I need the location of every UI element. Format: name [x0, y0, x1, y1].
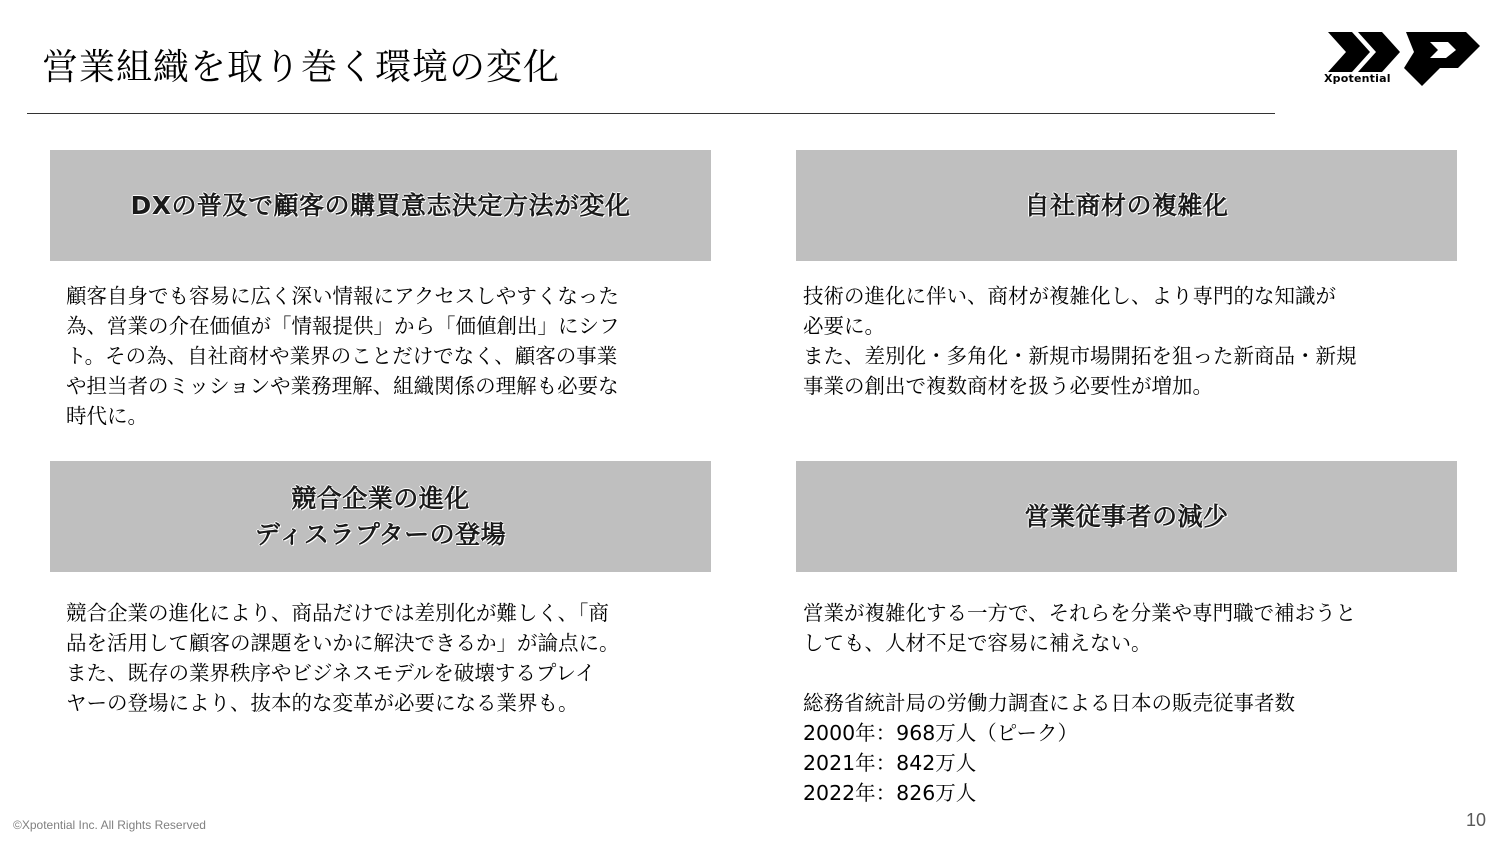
card-body-products: 技術の進化に伴い、商材が複雑化し、より専門的な知識が 必要に。 また、差別化・多角化・新規市場開拓を狙った新商品・新規 事業の創出で複数商材を扱う必要性が増加。 [803, 284, 1357, 398]
card-header-competitors [50, 461, 711, 572]
card-heading: 営業従事者の減少 [1024, 501, 1229, 531]
card-heading: 自社商材の複雑化 [1024, 190, 1229, 220]
copyright-notice: ©Xpotential Inc. All Rights Reserved [13, 818, 206, 832]
slide-title: 営業組織を取り巻く環境の変化 [42, 47, 561, 88]
card-body-dx: 顧客自身でも容易に広く深い情報にアクセスしやすくなった 為、営業の介在価値が「情報提供」から「価値創出」にシフ ト。その為、自社商材や業界のことだけでなく、顧客の事業 や担当者のミッションや業務理解、組織関係の理解も必要な 時代に。 [66, 284, 620, 428]
card-body-competitors: 競合企業の進化により、商品だけでは差別化が難しく、「商 品を活用して顧客の課題をいかに解決できるか」が論点に。 また、既存の業界秩序やビジネスモデルを破壊するプレイ ヤーの登場により、抜本的な変革が必要になる業界も。 [66, 601, 620, 715]
card-header-workforce [796, 461, 1457, 572]
card-header-products [796, 150, 1457, 261]
card-body-workforce: 営業が複雑化する一方で、それらを分業や専門職で補おうと しても、人材不足で容易に補えない。 総務省統計局の労働力調査による日本の販売従事者数 2000年：968万人（ピーク） 2021年：842万人 2022年：826万人 [803, 601, 1357, 805]
logo-text: Xpotential [1324, 72, 1391, 85]
page-number: 10 [1465, 810, 1486, 830]
card-heading: DXの普及で顧客の購買意志決定方法が変化 [130, 190, 631, 220]
card-heading: 競合企業の進化 ディスラプターの登場 [254, 483, 507, 549]
card-header-dx [50, 150, 711, 261]
title-divider [27, 113, 1275, 114]
